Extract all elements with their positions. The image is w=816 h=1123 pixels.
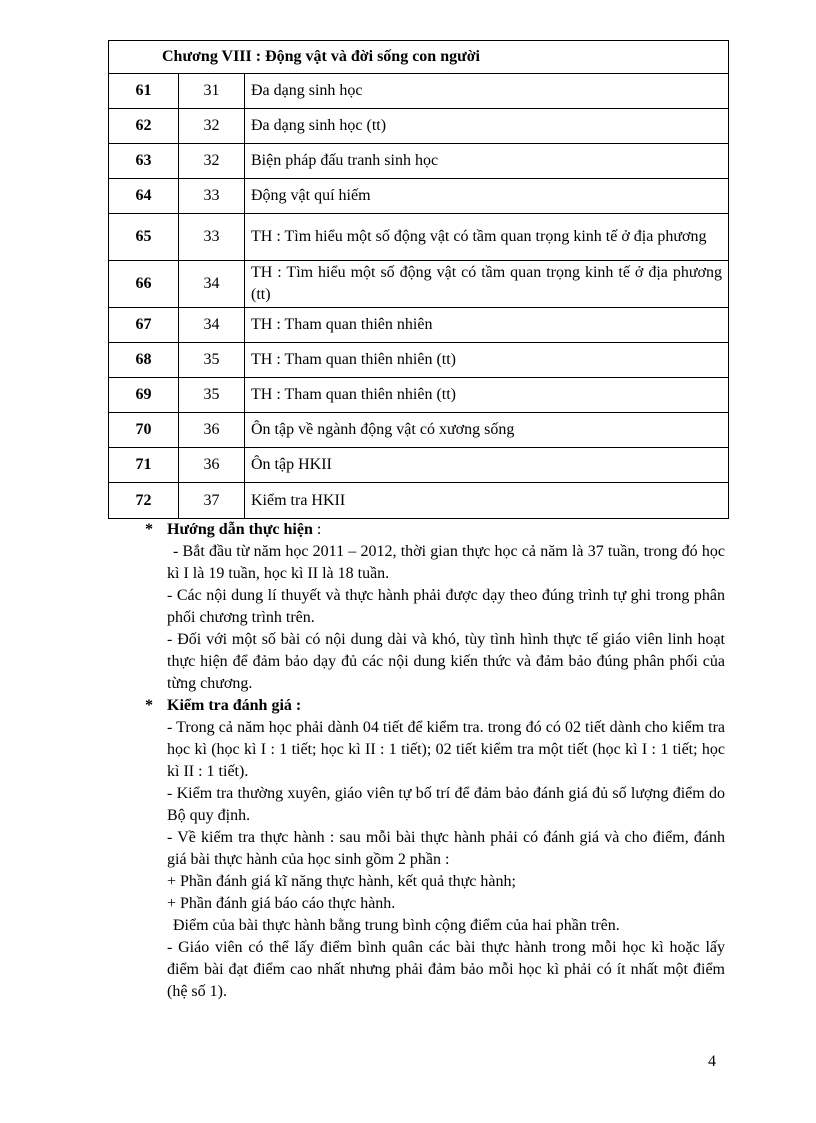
notes-section: [145, 519, 725, 1003]
assessment-paragraph: Điểm của bài thực hành bằng trung bình cộng điểm của hai phần trên.: [173, 917, 620, 934]
lesson-title: TH : Tìm hiểu một số động vật có tầm quan trọng kinh tế ở địa phương (tt): [245, 261, 729, 308]
week-number: 33: [179, 179, 245, 214]
assessment-paragraph: - Trong cả năm học phải dành 04 tiết để kiểm tra. trong đó có 02 tiết dành cho kiểm tra học kì (học kì I : 1 tiết; học kì II : 1 tiết); 02 tiết kiểm tra một tiết (học kì I : 1 tiết; học kì II : 1 tiết).: [167, 719, 725, 780]
lesson-title: Kiểm tra HKII: [245, 483, 729, 519]
table-row: [109, 214, 729, 261]
lesson-number: 65: [109, 214, 179, 261]
table-row: [109, 308, 729, 343]
lesson-title: Ôn tập HKII: [245, 448, 729, 483]
bullet-icon: *: [145, 697, 153, 714]
lesson-number: 61: [109, 74, 179, 109]
table-row: [109, 74, 729, 109]
guide-heading-colon: :: [312, 521, 322, 538]
table-row: [109, 109, 729, 144]
week-number: 36: [179, 413, 245, 448]
assessment-heading-text: Kiểm tra đánh giá :: [167, 697, 302, 714]
table-row: [109, 343, 729, 378]
guide-paragraph: - Các nội dung lí thuyết và thực hành phải được dạy theo đúng trình tự ghi trong phân phối chương trình trên.: [167, 587, 725, 626]
lesson-number: 63: [109, 144, 179, 179]
lesson-title: Động vật quí hiếm: [245, 179, 729, 214]
assessment-paragraph: - Về kiểm tra thực hành : sau mỗi bài thực hành phải có đánh giá và cho điểm, đánh giá bài thực hành của học sinh gồm 2 phần :: [167, 829, 725, 868]
week-number: 34: [179, 308, 245, 343]
table-row: [109, 179, 729, 214]
week-number: 34: [179, 261, 245, 308]
guide-heading-text: Hướng dẫn thực hiện: [167, 521, 313, 538]
lesson-plan-table: [108, 40, 729, 519]
lesson-number: 69: [109, 378, 179, 413]
lesson-number: 72: [109, 483, 179, 519]
lesson-title: Đa dạng sinh học: [245, 74, 729, 109]
lesson-title: Đa dạng sinh học (tt): [245, 109, 729, 144]
lesson-number: 64: [109, 179, 179, 214]
week-number: 31: [179, 74, 245, 109]
lesson-title: TH : Tham quan thiên nhiên (tt): [245, 378, 729, 413]
week-number: 32: [179, 144, 245, 179]
table-row: [109, 144, 729, 179]
chapter-title: Chương VIII : Động vật và đời sống con người: [109, 41, 729, 74]
chapter-header-row: [109, 41, 729, 74]
lesson-number: 62: [109, 109, 179, 144]
week-number: 33: [179, 214, 245, 261]
assessment-paragraph: - Giáo viên có thể lấy điểm bình quân các bài thực hành trong mỗi học kì hoặc lấy điểm bài đạt điểm cao nhất nhưng phải đảm bảo mỗi học kì phải có ít nhất một điểm (hệ số 1).: [167, 939, 725, 1000]
lesson-number: 71: [109, 448, 179, 483]
page-number: 4: [708, 1053, 716, 1070]
week-number: 32: [179, 109, 245, 144]
lesson-number: 68: [109, 343, 179, 378]
table-row: [109, 413, 729, 448]
lesson-title: Ôn tập về ngành động vật có xương sống: [245, 413, 729, 448]
assessment-heading: [145, 695, 725, 717]
lesson-title: Biện pháp đấu tranh sinh học: [245, 144, 729, 179]
lesson-title: TH : Tìm hiểu một số động vật có tầm quan trọng kinh tế ở địa phương: [245, 214, 729, 261]
week-number: 36: [179, 448, 245, 483]
bullet-icon: *: [145, 521, 153, 538]
table-row: [109, 483, 729, 519]
lesson-number: 67: [109, 308, 179, 343]
table-row: [109, 448, 729, 483]
table-row: [109, 261, 729, 308]
week-number: 37: [179, 483, 245, 519]
table-row: [109, 378, 729, 413]
assessment-paragraph: - Kiểm tra thường xuyên, giáo viên tự bố trí để đảm bảo đánh giá đủ số lượng điểm do Bộ quy định.: [167, 785, 725, 824]
lesson-title: TH : Tham quan thiên nhiên (tt): [245, 343, 729, 378]
week-number: 35: [179, 378, 245, 413]
guide-heading: [145, 519, 725, 541]
lesson-number: 66: [109, 261, 179, 308]
assessment-subitem: + Phần đánh giá kĩ năng thực hành, kết quả thực hành;: [167, 873, 516, 890]
lesson-title: TH : Tham quan thiên nhiên: [245, 308, 729, 343]
assessment-subitem: + Phần đánh giá báo cáo thực hành.: [167, 895, 396, 912]
guide-paragraph: - Bắt đầu từ năm học 2011 – 2012, thời gian thực học cả năm là 37 tuần, trong đó học kì I là 19 tuần, học kì II là 18 tuần.: [167, 543, 725, 582]
guide-paragraph: - Đối với một số bài có nội dung dài và khó, tùy tình hình thực tế giáo viên linh hoạt thực hiện để đảm bảo dạy đủ các nội dung kiến thức và đảm bảo đúng phân phối của từng chương.: [167, 631, 725, 692]
lesson-number: 70: [109, 413, 179, 448]
week-number: 35: [179, 343, 245, 378]
